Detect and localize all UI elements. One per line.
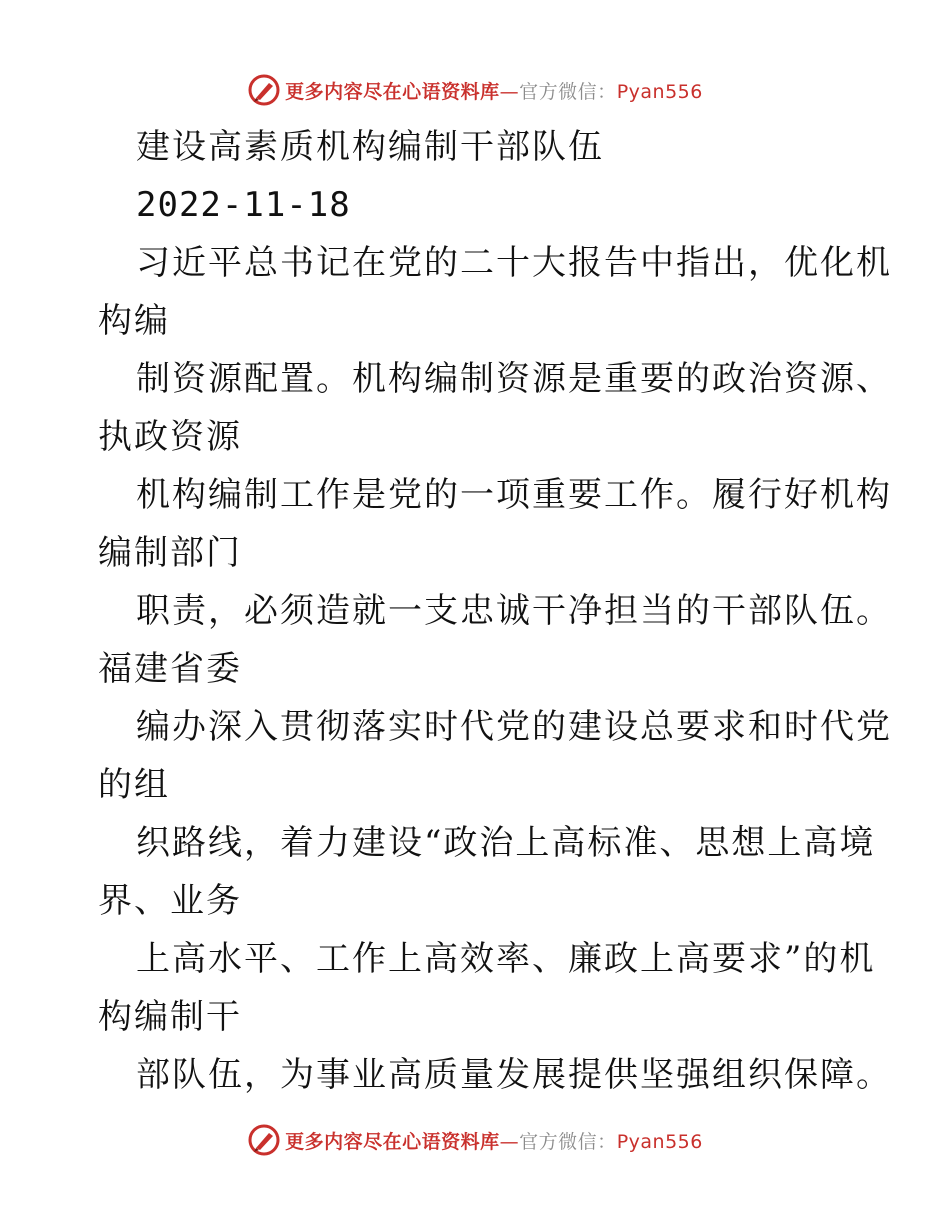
paragraph-line: 上高水平、工作上高效率、廉政上高要求”的机 <box>136 939 876 979</box>
paragraph-line: 编制部门 <box>98 533 242 573</box>
paragraph-line: 界、业务 <box>98 881 242 921</box>
paragraph-line: 构编 <box>98 301 170 341</box>
paragraph-line: 福建省委 <box>98 649 242 689</box>
header-banner <box>0 70 950 110</box>
paragraph-line: 执政资源 <box>98 417 242 457</box>
banner-dash: — <box>499 1130 520 1153</box>
banner-account: Pyan556 <box>616 1130 703 1153</box>
pen-logo-icon <box>247 1123 281 1157</box>
paragraph-line: 机构编制工作是党的一项重要工作。履行好机构 <box>136 475 892 515</box>
footer-banner <box>0 1120 950 1160</box>
paragraph-line: 职责，必须造就一支忠诚干净担当的干部队伍。 <box>136 591 892 631</box>
paragraph-line: 部队伍，为事业高质量发展提供坚强组织保障。 <box>136 1055 892 1095</box>
pen-logo-icon <box>247 73 281 107</box>
article-body <box>98 118 892 1104</box>
banner-sub-text: 官方微信： <box>519 1130 617 1153</box>
paragraph-line: 的组 <box>98 765 170 805</box>
banner-dash: — <box>499 80 520 103</box>
paragraph-line: 织路线，着力建设“政治上高标准、思想上高境 <box>136 823 876 863</box>
article-date: 2022-11-18 <box>136 185 351 225</box>
banner-main-text: 更多内容尽在心语资料库 <box>285 80 500 103</box>
banner-account: Pyan556 <box>616 80 703 103</box>
banner-main-text: 更多内容尽在心语资料库 <box>285 1130 500 1153</box>
paragraph-line: 编办深入贯彻落实时代党的建设总要求和时代党 <box>136 707 892 747</box>
paragraph-line: 构编制干 <box>98 997 242 1037</box>
banner-sub-text: 官方微信： <box>519 80 617 103</box>
paragraph-line: 习近平总书记在党的二十大报告中指出，优化机 <box>136 243 892 283</box>
paragraph-line: 制资源配置。机构编制资源是重要的政治资源、 <box>136 359 892 399</box>
article-title: 建设高素质机构编制干部队伍 <box>136 127 604 167</box>
